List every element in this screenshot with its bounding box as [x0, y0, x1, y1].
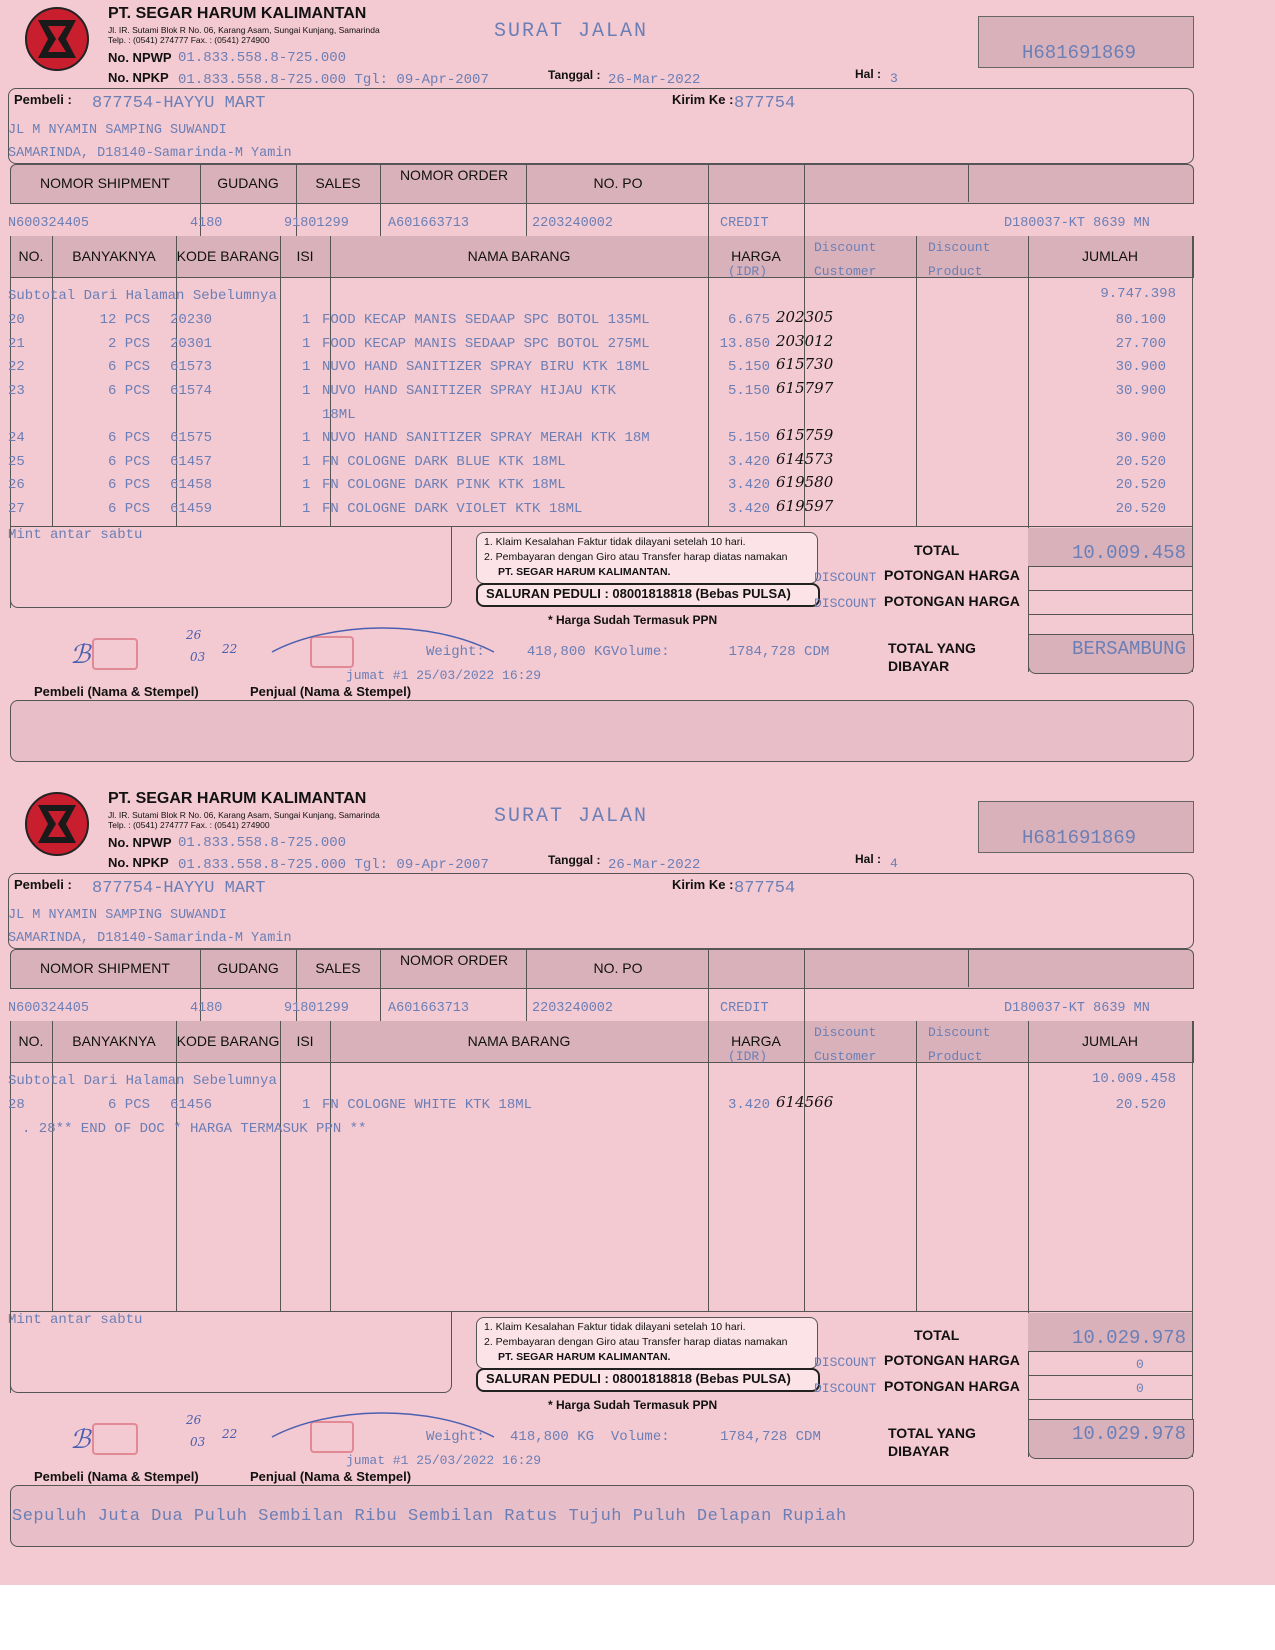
buyer-signature-icon: ℬ — [70, 1425, 91, 1455]
col-gudang: GUDANG — [217, 175, 279, 191]
company-address: Jl. IR. Sutami Blok R No. 06, Karang Asam, Sungai Kunjang, Samarinda — [108, 25, 380, 35]
buyer-address-1: JL M NYAMIN SAMPING SUWANDI — [8, 123, 227, 138]
total-value: 10.009.458 — [1071, 542, 1186, 564]
col-banyaknya: BANYAKNYA — [72, 248, 156, 264]
item-kode: 61574 — [170, 382, 213, 399]
item-nama: NUVO HAND SANITIZER SPRAY BIRU KTK 18ML — [322, 359, 650, 375]
item-no: 26 — [8, 477, 25, 493]
npwp-label: No. NPWP — [108, 50, 172, 65]
item-qty: 6 PCS — [107, 453, 150, 470]
discount-label-2: DISCOUNT — [814, 596, 877, 611]
sig-month: 03 — [190, 650, 206, 664]
item-handwritten-code: 619580 — [776, 473, 834, 491]
remark-note: Mint antar sabtu — [8, 527, 143, 543]
sig-year: 22 — [222, 1427, 238, 1441]
npkp-value: 01.833.558.8-725.000 Tgl: 09-Apr-2007 — [178, 857, 489, 873]
item-isi: 1 — [302, 335, 311, 352]
end-of-doc-note: . 28** END OF DOC * HARGA TERMASUK PPN ** — [22, 1120, 367, 1137]
col-isi: ISI — [296, 1033, 314, 1049]
item-handwritten-code: 203012 — [776, 331, 834, 350]
sales-value: 91801299 — [284, 216, 349, 231]
shipment-value: N600324405 — [8, 1001, 90, 1016]
col-sales: SALES — [315, 960, 361, 976]
item-jumlah: 30.900 — [1115, 430, 1166, 446]
col-nomor-order: NOMOR ORDER — [399, 952, 509, 968]
discount-label-2: DISCOUNT — [814, 1381, 877, 1396]
hal-value: 3 — [890, 71, 898, 86]
company-name: PT. SEGAR HARUM KALIMANTAN — [108, 5, 367, 22]
npkp-label: No. NPKP — [108, 855, 169, 870]
item-handwritten-code: 614566 — [776, 1093, 834, 1111]
col-harga-idr: (IDR) — [728, 264, 768, 279]
item-no: 27 — [8, 500, 25, 517]
npwp-value: 01.833.558.8-725.000 — [178, 50, 347, 66]
item-isi: 1 — [302, 312, 311, 328]
item-handwritten-code: 615797 — [776, 378, 834, 397]
sales-value: 91801299 — [284, 1001, 349, 1016]
total-label: TOTAL — [914, 1327, 960, 1343]
item-isi: 1 — [302, 1097, 311, 1113]
item-jumlah: 27.700 — [1115, 335, 1166, 352]
item-harga: 6.675 — [727, 312, 770, 328]
doc-number: H681691869 — [1022, 827, 1137, 849]
npwp-label: No. NPWP — [108, 835, 172, 850]
item-nama: FN COLOGNE DARK PINK KTK 18ML — [322, 477, 566, 493]
total-value: 10.029.978 — [1071, 1327, 1186, 1349]
term-3: PT. SEGAR HARUM KALIMANTAN. — [498, 1351, 671, 1363]
col-disc-product-a: Discount — [928, 1025, 991, 1040]
sig-month: 03 — [190, 1435, 206, 1449]
item-no: 22 — [8, 359, 25, 375]
doc-number: H681691869 — [1022, 42, 1137, 64]
ship-to: 877754 — [734, 879, 796, 898]
sig-year: 22 — [222, 642, 238, 656]
subtotal-value: 9.747.398 — [1100, 286, 1176, 302]
print-stamp: jumat #1 25/03/2022 16:29 — [346, 1453, 542, 1468]
po-value: 2203240002 — [532, 216, 614, 231]
col-kode-barang: KODE BARANG — [176, 248, 280, 264]
print-stamp: jumat #1 25/03/2022 16:29 — [346, 668, 542, 683]
item-no: 20 — [8, 312, 25, 328]
subtotal-label: Subtotal Dari Halaman Sebelumnya — [8, 288, 277, 304]
item-isi: 1 — [302, 477, 311, 493]
item-no: 23 — [8, 382, 25, 399]
col-isi: ISI — [296, 248, 314, 264]
item-jumlah: 30.900 — [1115, 359, 1166, 375]
discount-label-1: DISCOUNT — [814, 1355, 877, 1370]
col-disc-product-b: Product — [928, 264, 983, 279]
col-no-po: NO. PO — [593, 960, 643, 976]
item-kode: 61456 — [170, 1097, 213, 1113]
item-nama-cont: 18ML — [322, 406, 356, 423]
item-no: 28 — [8, 1097, 25, 1113]
order-value: A601663713 — [388, 1001, 470, 1016]
item-jumlah: 20.520 — [1115, 453, 1166, 470]
po-value: 2203240002 — [532, 1001, 614, 1016]
col-no: NO. — [18, 1033, 44, 1049]
kirim-label: Kirim Ke : — [672, 92, 734, 107]
item-qty: 6 PCS — [107, 500, 150, 517]
ppn-note: * Harga Sudah Termasuk PPN — [548, 613, 718, 627]
payment-value: CREDIT — [720, 216, 769, 231]
col-disc-customer-b: Customer — [814, 1049, 877, 1064]
item-qty: 6 PCS — [107, 477, 150, 493]
npkp-value: 01.833.558.8-725.000 Tgl: 09-Apr-2007 — [178, 72, 489, 88]
sig-date: 26 — [186, 1413, 202, 1427]
gudang-value: 4180 — [190, 1001, 223, 1016]
col-nomor-shipment: NOMOR SHIPMENT — [40, 960, 170, 976]
item-harga: 5.150 — [727, 430, 770, 446]
item-qty: 12 PCS — [99, 312, 150, 328]
total-bayar-label-1: TOTAL YANG — [888, 1425, 976, 1441]
col-nama-barang: NAMA BARANG — [467, 1033, 571, 1049]
order-value: A601663713 — [388, 216, 470, 231]
col-nomor-shipment: NOMOR SHIPMENT — [40, 175, 170, 191]
item-handwritten-code: 615759 — [776, 426, 834, 444]
npkp-label: No. NPKP — [108, 70, 169, 85]
discount-label-1: DISCOUNT — [814, 570, 877, 585]
company-address: Jl. IR. Sutami Blok R No. 06, Karang Asam, Sungai Kunjang, Samarinda — [108, 810, 380, 820]
buyer-code: 877754-HAYYU MART — [92, 94, 266, 113]
buyer-code: 877754-HAYYU MART — [92, 879, 266, 898]
item-no: 24 — [8, 430, 25, 446]
discount-value-1: 0 — [1136, 1357, 1144, 1372]
item-qty: 6 PCS — [107, 430, 150, 446]
ship-to: 877754 — [734, 94, 796, 113]
item-kode: 61457 — [170, 453, 213, 470]
item-jumlah: 20.520 — [1115, 477, 1166, 493]
col-disc-customer-a: Discount — [814, 1025, 877, 1040]
col-disc-customer-a: Discount — [814, 240, 877, 255]
item-qty: 2 PCS — [107, 335, 150, 352]
company-phone: Telp. : (0541) 274777 Fax. : (0541) 274900 — [108, 820, 270, 830]
item-no: 25 — [8, 453, 25, 470]
seller-sign-label: Penjual (Nama & Stempel) — [250, 684, 412, 699]
hotline: SALURAN PEDULI : 08001818818 (Bebas PULSA) — [486, 586, 791, 601]
col-harga: HARGA — [731, 1033, 781, 1049]
item-harga: 3.420 — [727, 500, 770, 517]
item-kode: 61575 — [170, 430, 213, 446]
item-nama: NUVO HAND SANITIZER SPRAY HIJAU KTK — [322, 382, 617, 399]
seller-sign-label: Penjual (Nama & Stempel) — [250, 1469, 412, 1484]
term-1: 1. Klaim Kesalahan Faktur tidak dilayani setelah 10 hari. — [484, 1321, 746, 1333]
tanggal-label: Tanggal : — [548, 853, 601, 867]
subtotal-label: Subtotal Dari Halaman Sebelumnya — [8, 1073, 277, 1089]
hal-label: Hal : — [855, 67, 882, 81]
subtotal-value: 10.009.458 — [1091, 1071, 1176, 1087]
item-no: 21 — [8, 335, 25, 352]
item-nama: FOOD KECAP MANIS SEDAAP SPC BOTOL 135ML — [322, 312, 650, 328]
buyer-stamp-icon — [92, 638, 138, 670]
remark-note: Mint antar sabtu — [8, 1312, 143, 1328]
doc-title: SURAT JALAN — [494, 20, 649, 43]
total-bayar-label-2: DIBAYAR — [888, 658, 950, 674]
ppn-note: * Harga Sudah Termasuk PPN — [548, 1398, 718, 1412]
total-bayar-label-1: TOTAL YANG — [888, 640, 976, 656]
npwp-value: 01.833.558.8-725.000 — [178, 835, 347, 851]
item-qty: 6 PCS — [107, 359, 150, 375]
buyer-signature-icon: ℬ — [70, 640, 91, 670]
item-handwritten-code: 202305 — [776, 308, 834, 326]
item-harga: 3.420 — [727, 477, 770, 493]
item-kode: 20301 — [170, 335, 213, 352]
item-isi: 1 — [302, 500, 311, 517]
doc-title: SURAT JALAN — [494, 805, 649, 828]
item-harga: 13.850 — [719, 335, 770, 352]
item-qty: 6 PCS — [107, 1097, 150, 1113]
term-1: 1. Klaim Kesalahan Faktur tidak dilayani setelah 10 hari. — [484, 536, 746, 548]
col-disc-product-a: Discount — [928, 240, 991, 255]
col-gudang: GUDANG — [217, 960, 279, 976]
total-label: TOTAL — [914, 542, 960, 558]
item-jumlah: 20.520 — [1115, 500, 1166, 517]
col-sales: SALES — [315, 175, 361, 191]
item-kode: 61458 — [170, 477, 213, 493]
item-kode: 20230 — [170, 312, 213, 328]
item-harga: 5.150 — [727, 359, 770, 375]
potongan-label-1: POTONGAN HARGA — [884, 567, 1020, 583]
col-banyaknya: BANYAKNYA — [72, 1033, 156, 1049]
kirim-label: Kirim Ke : — [672, 877, 734, 892]
company-logo-icon — [24, 6, 90, 72]
item-nama: FOOD KECAP MANIS SEDAAP SPC BOTOL 275ML — [322, 335, 650, 352]
buyer-address-2: SAMARINDA, D18140-Samarinda-M Yamin — [8, 931, 292, 946]
item-nama: FN COLOGNE WHITE KTK 18ML — [322, 1097, 533, 1113]
col-disc-product-b: Product — [928, 1049, 983, 1064]
item-jumlah: 20.520 — [1115, 1097, 1166, 1113]
col-no: NO. — [18, 248, 44, 264]
item-harga: 3.420 — [727, 453, 770, 470]
col-kode-barang: KODE BARANG — [176, 1033, 280, 1049]
sig-date: 26 — [186, 628, 202, 642]
company-name: PT. SEGAR HARUM KALIMANTAN — [108, 790, 367, 807]
discount-value-2: 0 — [1136, 1381, 1144, 1396]
term-2: 2. Pembayaran dengan Giro atau Transfer harap diatas namakan — [484, 551, 788, 563]
company-logo-icon — [24, 791, 90, 857]
item-isi: 1 — [302, 453, 311, 470]
terbilang: Sepuluh Juta Dua Puluh Sembilan Ribu Sembilan Ratus Tujuh Puluh Delapan Rupiah — [12, 1507, 847, 1526]
surat-jalan-sheet — [0, 785, 1275, 1585]
item-jumlah: 30.900 — [1115, 382, 1166, 399]
item-handwritten-code: 615730 — [776, 355, 834, 373]
item-harga: 3.420 — [727, 1097, 770, 1113]
item-nama: NUVO HAND SANITIZER SPRAY MERAH KTK 18M — [322, 430, 650, 446]
buyer-stamp-icon — [92, 1423, 138, 1455]
col-jumlah: JUMLAH — [1081, 1033, 1138, 1049]
item-harga: 5.150 — [727, 382, 770, 399]
col-jumlah: JUMLAH — [1081, 248, 1138, 264]
item-qty: 6 PCS — [107, 382, 150, 399]
col-nama-barang: NAMA BARANG — [467, 248, 571, 264]
route-value: D180037-KT 8639 MN — [1004, 216, 1150, 231]
tanggal-value: 26-Mar-2022 — [608, 857, 701, 873]
route-value: D180037-KT 8639 MN — [1004, 1001, 1150, 1016]
item-jumlah: 80.100 — [1115, 312, 1166, 328]
item-kode: 61573 — [170, 359, 213, 375]
item-nama: FN COLOGNE DARK BLUE KTK 18ML — [322, 453, 566, 470]
company-phone: Telp. : (0541) 274777 Fax. : (0541) 274900 — [108, 35, 270, 45]
surat-jalan-sheet — [0, 0, 1275, 800]
total-bayar-value: BERSAMBUNG — [1071, 638, 1186, 660]
payment-value: CREDIT — [720, 1001, 769, 1016]
tanggal-label: Tanggal : — [548, 68, 601, 82]
weight-volume: Weight: 418,800 KG Volume: 1784,728 CDM — [426, 1429, 821, 1445]
gudang-value: 4180 — [190, 216, 223, 231]
pembeli-label: Pembeli : — [14, 877, 72, 892]
item-nama: FN COLOGNE DARK VIOLET KTK 18ML — [322, 500, 583, 517]
col-harga-idr: (IDR) — [728, 1049, 768, 1064]
col-nomor-order: NOMOR ORDER — [399, 167, 509, 183]
pembeli-label: Pembeli : — [14, 92, 72, 107]
hal-label: Hal : — [855, 852, 882, 866]
item-kode: 61459 — [170, 500, 213, 517]
total-bayar-value: 10.029.978 — [1071, 1423, 1186, 1445]
buyer-sign-label: Pembeli (Nama & Stempel) — [34, 1469, 199, 1484]
potongan-label-2: POTONGAN HARGA — [884, 1378, 1020, 1394]
potongan-label-2: POTONGAN HARGA — [884, 593, 1020, 609]
col-no-po: NO. PO — [593, 175, 643, 191]
item-isi: 1 — [302, 430, 311, 446]
potongan-label-1: POTONGAN HARGA — [884, 1352, 1020, 1368]
hal-value: 4 — [890, 856, 898, 871]
buyer-sign-label: Pembeli (Nama & Stempel) — [34, 684, 199, 699]
buyer-address-2: SAMARINDA, D18140-Samarinda-M Yamin — [8, 146, 292, 161]
col-disc-customer-b: Customer — [814, 264, 877, 279]
weight-volume: Weight: 418,800 KGVolume: 1784,728 CDM — [426, 644, 830, 660]
item-handwritten-code: 619597 — [776, 496, 834, 515]
col-harga: HARGA — [731, 248, 781, 264]
term-3: PT. SEGAR HARUM KALIMANTAN. — [498, 566, 671, 578]
total-bayar-label-2: DIBAYAR — [888, 1443, 950, 1459]
shipment-value: N600324405 — [8, 216, 90, 231]
term-2: 2. Pembayaran dengan Giro atau Transfer harap diatas namakan — [484, 1336, 788, 1348]
buyer-address-1: JL M NYAMIN SAMPING SUWANDI — [8, 908, 227, 923]
item-isi: 1 — [302, 359, 311, 375]
tanggal-value: 26-Mar-2022 — [608, 72, 701, 88]
item-handwritten-code: 614573 — [776, 449, 834, 468]
hotline: SALURAN PEDULI : 08001818818 (Bebas PULSA) — [486, 1371, 791, 1386]
item-isi: 1 — [302, 382, 311, 399]
